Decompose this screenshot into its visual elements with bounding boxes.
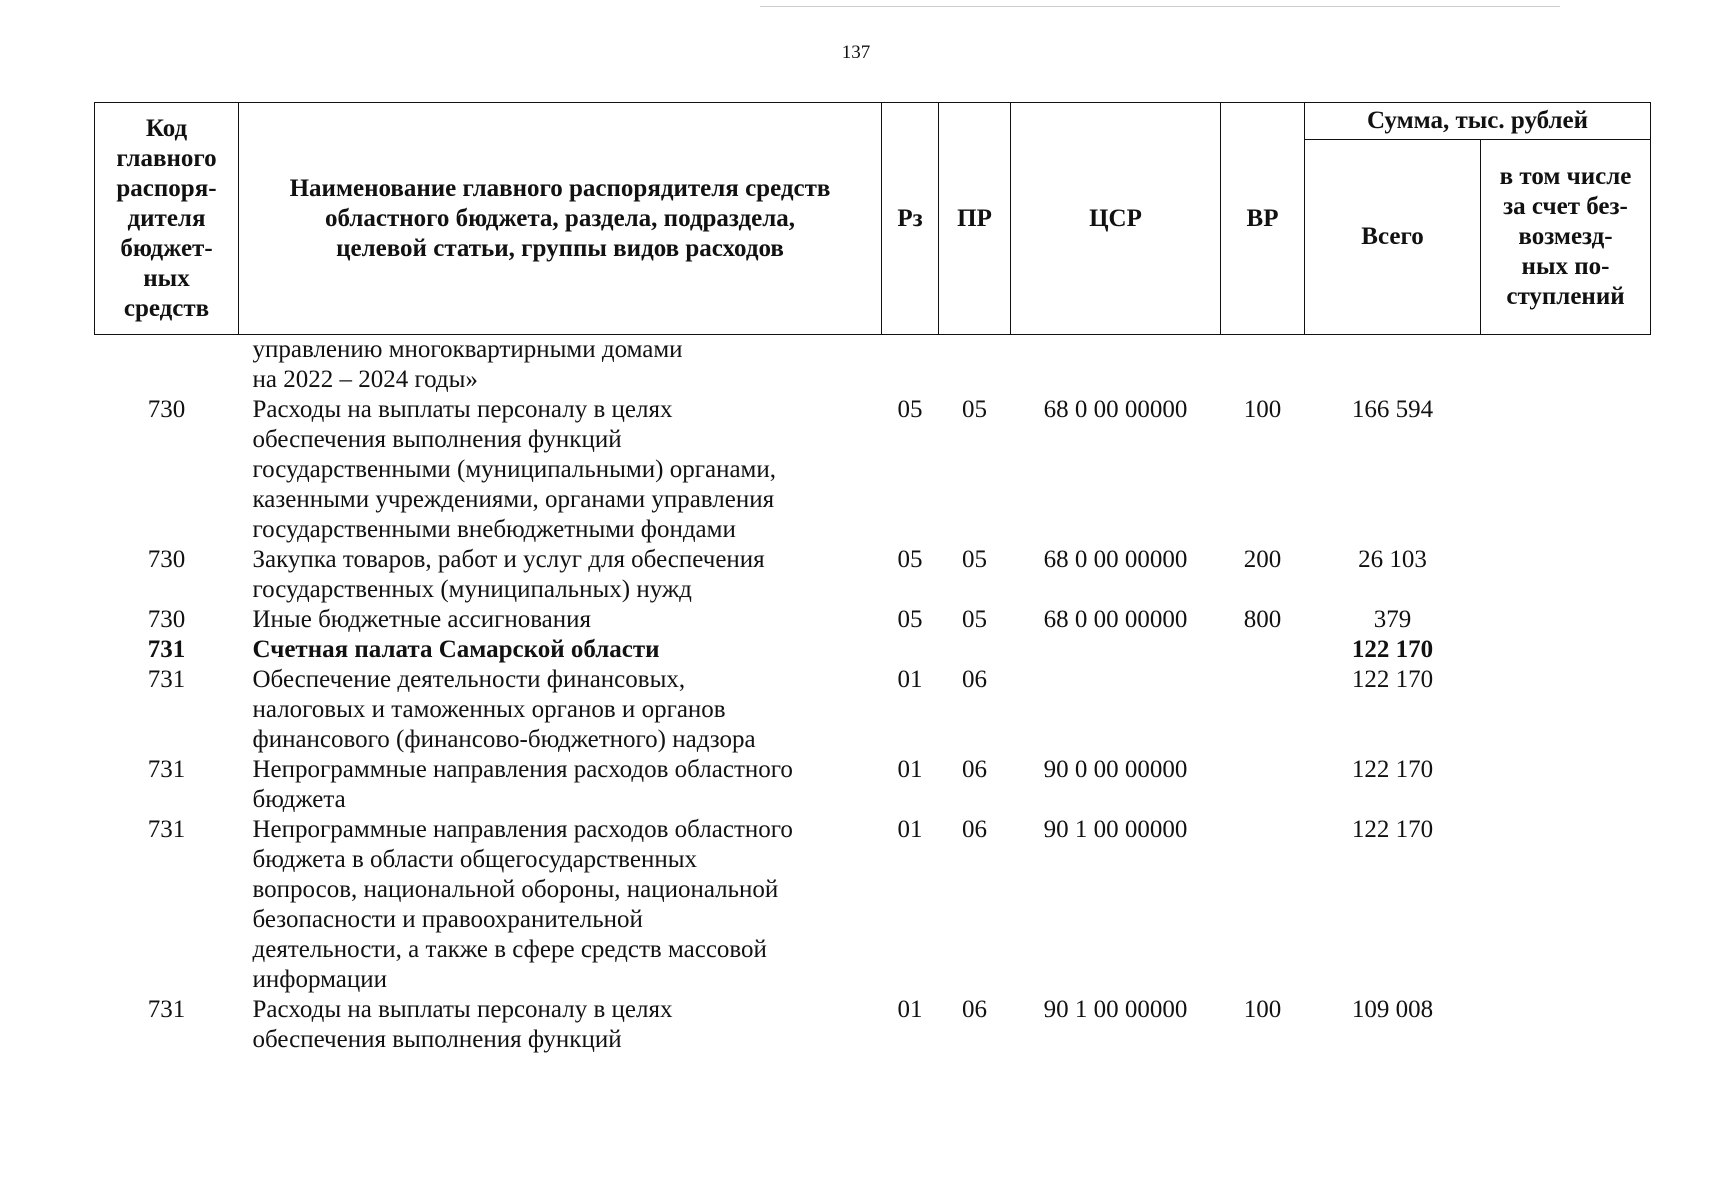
cell-code: 730: [147, 606, 186, 633]
cell-csr: 90 1 00 00000: [1043, 816, 1188, 843]
cell-total: 26 103: [1358, 546, 1427, 573]
cell-code: 731: [147, 816, 186, 843]
cell-pr: 06: [962, 996, 987, 1023]
cell-code: 731: [147, 636, 186, 663]
cell-vr: 100: [1243, 396, 1282, 423]
cell-free: [1481, 755, 1651, 815]
cell-rz: 05: [897, 606, 923, 633]
cell-free: [1481, 395, 1651, 545]
cell-csr: [1011, 665, 1221, 755]
cell-free: [1481, 815, 1651, 995]
header-free: в том числе за счет без- возмезд- ных по- ступлений: [1481, 140, 1651, 335]
table-header: [95, 103, 1651, 335]
cell-rz: 01: [897, 816, 923, 843]
cell-code: 730: [147, 396, 186, 423]
cell-rz: 05: [897, 546, 923, 573]
cell-vr: [1221, 755, 1305, 815]
header-code: Код главного распоря- дителя бюджет- ных средств: [95, 103, 239, 335]
cell-rz: 05: [897, 396, 923, 423]
cell-name: Непрограммные направления расходов областного бюджета в области общегосударственных вопросов, национальной обороны, национальной безопасности и правоохранительной деятельности, а также в сфере средств массовой информации: [252, 816, 793, 993]
cell-vr: [1221, 335, 1305, 396]
cell-total: 122 170: [1351, 666, 1434, 693]
cell-csr: 68 0 00 00000: [1043, 546, 1188, 573]
table-body: [95, 335, 1651, 1056]
cell-vr: [1221, 815, 1305, 995]
cell-pr: 05: [962, 396, 987, 423]
cell-code: 731: [147, 666, 186, 693]
cell-csr: [1011, 635, 1221, 665]
cell-rz: [882, 335, 939, 396]
cell-pr: 05: [962, 546, 987, 573]
cell-pr: 06: [962, 666, 987, 693]
header-rz: Рз: [882, 103, 939, 335]
cell-total: 379: [1373, 606, 1412, 633]
cell-total: 122 170: [1351, 636, 1434, 663]
table-row: [95, 815, 1651, 995]
cell-pr: 05: [962, 606, 987, 633]
header-name: Наименование главного распорядителя средств областного бюджета, раздела, подраздела, целевой статьи, группы видов расходов: [239, 103, 882, 335]
header-sum: Сумма, тыс. рублей: [1305, 103, 1651, 140]
cell-name: Счетная палата Самарской области: [252, 636, 660, 663]
cell-name: Расходы на выплаты персоналу в целях обеспечения выполнения функций: [252, 996, 673, 1053]
cell-rz: 01: [897, 666, 923, 693]
cell-rz: 01: [897, 756, 923, 783]
cell-vr: 200: [1243, 546, 1282, 573]
cell-code: 730: [147, 546, 186, 573]
cell-name: Обеспечение деятельности финансовых, налоговых и таможенных органов и органов финансового (финансово-бюджетного) надзора: [252, 666, 756, 753]
cell-vr: 800: [1243, 606, 1282, 633]
cell-csr: 90 0 00 00000: [1043, 756, 1188, 783]
cell-csr: [1011, 335, 1221, 396]
table-row: [95, 635, 1651, 665]
cell-pr: 06: [962, 756, 987, 783]
table-row: [95, 995, 1651, 1055]
cell-free: [1481, 335, 1651, 396]
table-row: [95, 605, 1651, 635]
cell-name: Непрограммные направления расходов областного бюджета: [252, 756, 793, 813]
header-csr: ЦСР: [1011, 103, 1221, 335]
cell-free: [1481, 665, 1651, 755]
header-vr: ВР: [1221, 103, 1305, 335]
cell-total: 122 170: [1351, 756, 1434, 783]
header-total: Всего: [1305, 140, 1481, 335]
cell-free: [1481, 995, 1651, 1055]
cell-rz: [882, 635, 939, 665]
header-pr: ПР: [939, 103, 1011, 335]
table-row: [95, 545, 1651, 605]
cell-code: 731: [147, 996, 186, 1023]
cell-csr: 90 1 00 00000: [1043, 996, 1188, 1023]
cell-total: [1305, 335, 1481, 396]
cell-csr: 68 0 00 00000: [1043, 396, 1188, 423]
cell-code: [95, 335, 239, 396]
cell-name: Закупка товаров, работ и услуг для обеспечения государственных (муниципальных) нужд: [252, 546, 765, 603]
table-row: [95, 665, 1651, 755]
cell-pr: [939, 335, 1011, 396]
cell-vr: 100: [1243, 996, 1282, 1023]
cell-pr: [939, 635, 1011, 665]
cell-csr: 68 0 00 00000: [1043, 606, 1188, 633]
cell-free: [1481, 605, 1651, 635]
budget-table: [94, 102, 1651, 1055]
cell-total: 122 170: [1351, 816, 1434, 843]
cell-total: 109 008: [1351, 996, 1434, 1023]
cell-code: 731: [147, 756, 186, 783]
cell-name: управлению многоквартирными домами на 2022 – 2024 годы»: [252, 336, 683, 393]
cell-vr: [1221, 665, 1305, 755]
cell-total: 166 594: [1351, 396, 1434, 423]
table-row: [95, 755, 1651, 815]
scan-edge-line: [760, 6, 1560, 7]
cell-pr: 06: [962, 816, 987, 843]
cell-name: Расходы на выплаты персоналу в целях обеспечения выполнения функций государственными (муниципальными) органами, казенными учреждениями, органами управления государственными внебюджетными фондами: [252, 396, 776, 543]
table-row: [95, 395, 1651, 545]
cell-free: [1481, 635, 1651, 665]
page-number: 137: [841, 42, 871, 63]
cell-rz: 01: [897, 996, 923, 1023]
cell-free: [1481, 545, 1651, 605]
cell-name: Иные бюджетные ассигнования: [252, 606, 592, 633]
table-row: [95, 335, 1651, 396]
cell-vr: [1221, 635, 1305, 665]
